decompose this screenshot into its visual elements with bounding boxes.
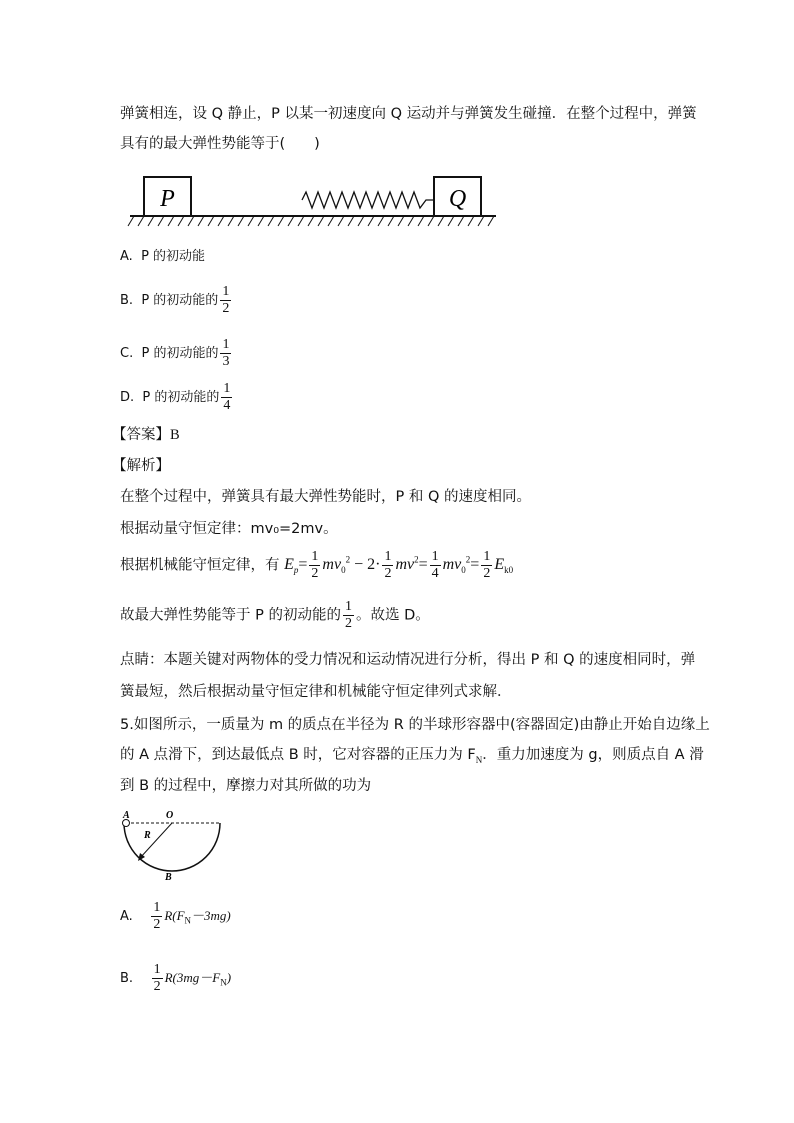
analysis-line2: 根据动量守恒定律：mv₀=2mv。 xyxy=(120,521,338,537)
answer-value: B xyxy=(170,427,180,443)
fraction: $\frac{1}{3}$ xyxy=(222,337,230,369)
analysis-line3 xyxy=(120,549,513,582)
hemisphere-arc xyxy=(124,823,220,871)
fraction: $\frac{1}{4}$ xyxy=(223,381,231,413)
equation: $E_p=$ $\frac{1}{2}$ $mv_0^2 - 2\cdot$ $\frac{1}{2}$ $mv^2=$ $\frac{1}{4}$ $mv_0^2=$ $\frac{1}{2}$ $E_{k0}$ xyxy=(284,549,514,582)
q5-stem-line2: 的 A 点滑下，到达最低点 B 时，它对容器的正压力为 $F_N$．重力加速度为 g，则质点自 A 滑 xyxy=(120,747,704,765)
answer-line xyxy=(112,424,180,446)
fraction: $\frac{1}{2}$ xyxy=(344,599,352,631)
q5-option-a[interactable] xyxy=(120,900,231,933)
option-letter: C. xyxy=(120,346,134,361)
label-o: O xyxy=(166,810,174,821)
option-letter: B. xyxy=(120,293,134,308)
option-text: P 的初动能 xyxy=(141,249,206,264)
option-letter: A. xyxy=(120,249,133,264)
fraction: $\frac{1}{2}$ xyxy=(153,962,161,994)
option-text: P 的初动能的 xyxy=(141,293,219,308)
q4-stem-line1: 弹簧相连，设 Q 静止，P 以某一初速度向 Q 运动并与弹簧发生碰撞．在整个过程中，弹簧 xyxy=(120,106,697,122)
q5-stem-line3: 到 B 的过程中，摩擦力对其所做的功为 xyxy=(120,778,372,794)
option-expression: $R(F_N-3mg)$ xyxy=(164,908,231,926)
label-a: A xyxy=(123,810,130,821)
q5-stem-line1: 5.如图所示，一质量为 m 的质点在半径为 R 的半球形容器中(容器固定)由静止开始自边缘上 xyxy=(120,717,710,733)
option-expression: $R(3mg-F_N)$ xyxy=(164,970,232,988)
answer-tag: 【答案】 xyxy=(112,427,170,443)
q4-option-d[interactable] xyxy=(120,381,234,414)
option-letter: D. xyxy=(120,390,135,405)
spring-blocks-figure xyxy=(126,170,500,232)
block-p-label: P xyxy=(160,186,175,212)
q4-option-a[interactable] xyxy=(120,246,205,268)
fraction: $\frac{1}{2}$ xyxy=(153,900,161,932)
ground-hatching xyxy=(128,216,494,226)
block-q-label: Q xyxy=(448,186,467,212)
spring xyxy=(302,192,434,208)
hemisphere-figure xyxy=(116,806,228,882)
comment-line1: 点睛：本题关键对两物体的受力情况和运动情况进行分析，得出 P 和 Q 的速度相同时，弹 xyxy=(120,652,696,668)
q4-stem-line2: 具有的最大弹性势能等于( ) xyxy=(120,136,320,152)
label-b: B xyxy=(165,872,172,882)
option-text: P 的初动能的 xyxy=(142,390,220,405)
label-r: R xyxy=(144,830,151,841)
q4-option-c[interactable] xyxy=(120,337,233,370)
fraction: $\frac{1}{2}$ xyxy=(222,284,230,316)
analysis-line4: 故最大弹性势能等于 P 的初动能的 $\frac{1}{2}$ 。故选 D。 xyxy=(120,599,430,631)
option-letter: A. xyxy=(120,909,133,924)
option-text: P 的初动能的 xyxy=(141,346,219,361)
comment-line2: 簧最短，然后根据动量守恒定律和机械能守恒定律列式求解． xyxy=(120,684,512,700)
equation-intro: 根据机械能守恒定律，有 xyxy=(120,557,280,574)
analysis-line1: 在整个过程中，弹簧具有最大弹性势能时，P 和 Q 的速度相同。 xyxy=(120,489,531,505)
option-letter: B. xyxy=(120,971,134,986)
q5-option-b[interactable] xyxy=(120,962,231,995)
q4-option-b[interactable] xyxy=(120,284,233,317)
analysis-tag: 【解析】 xyxy=(112,458,170,474)
